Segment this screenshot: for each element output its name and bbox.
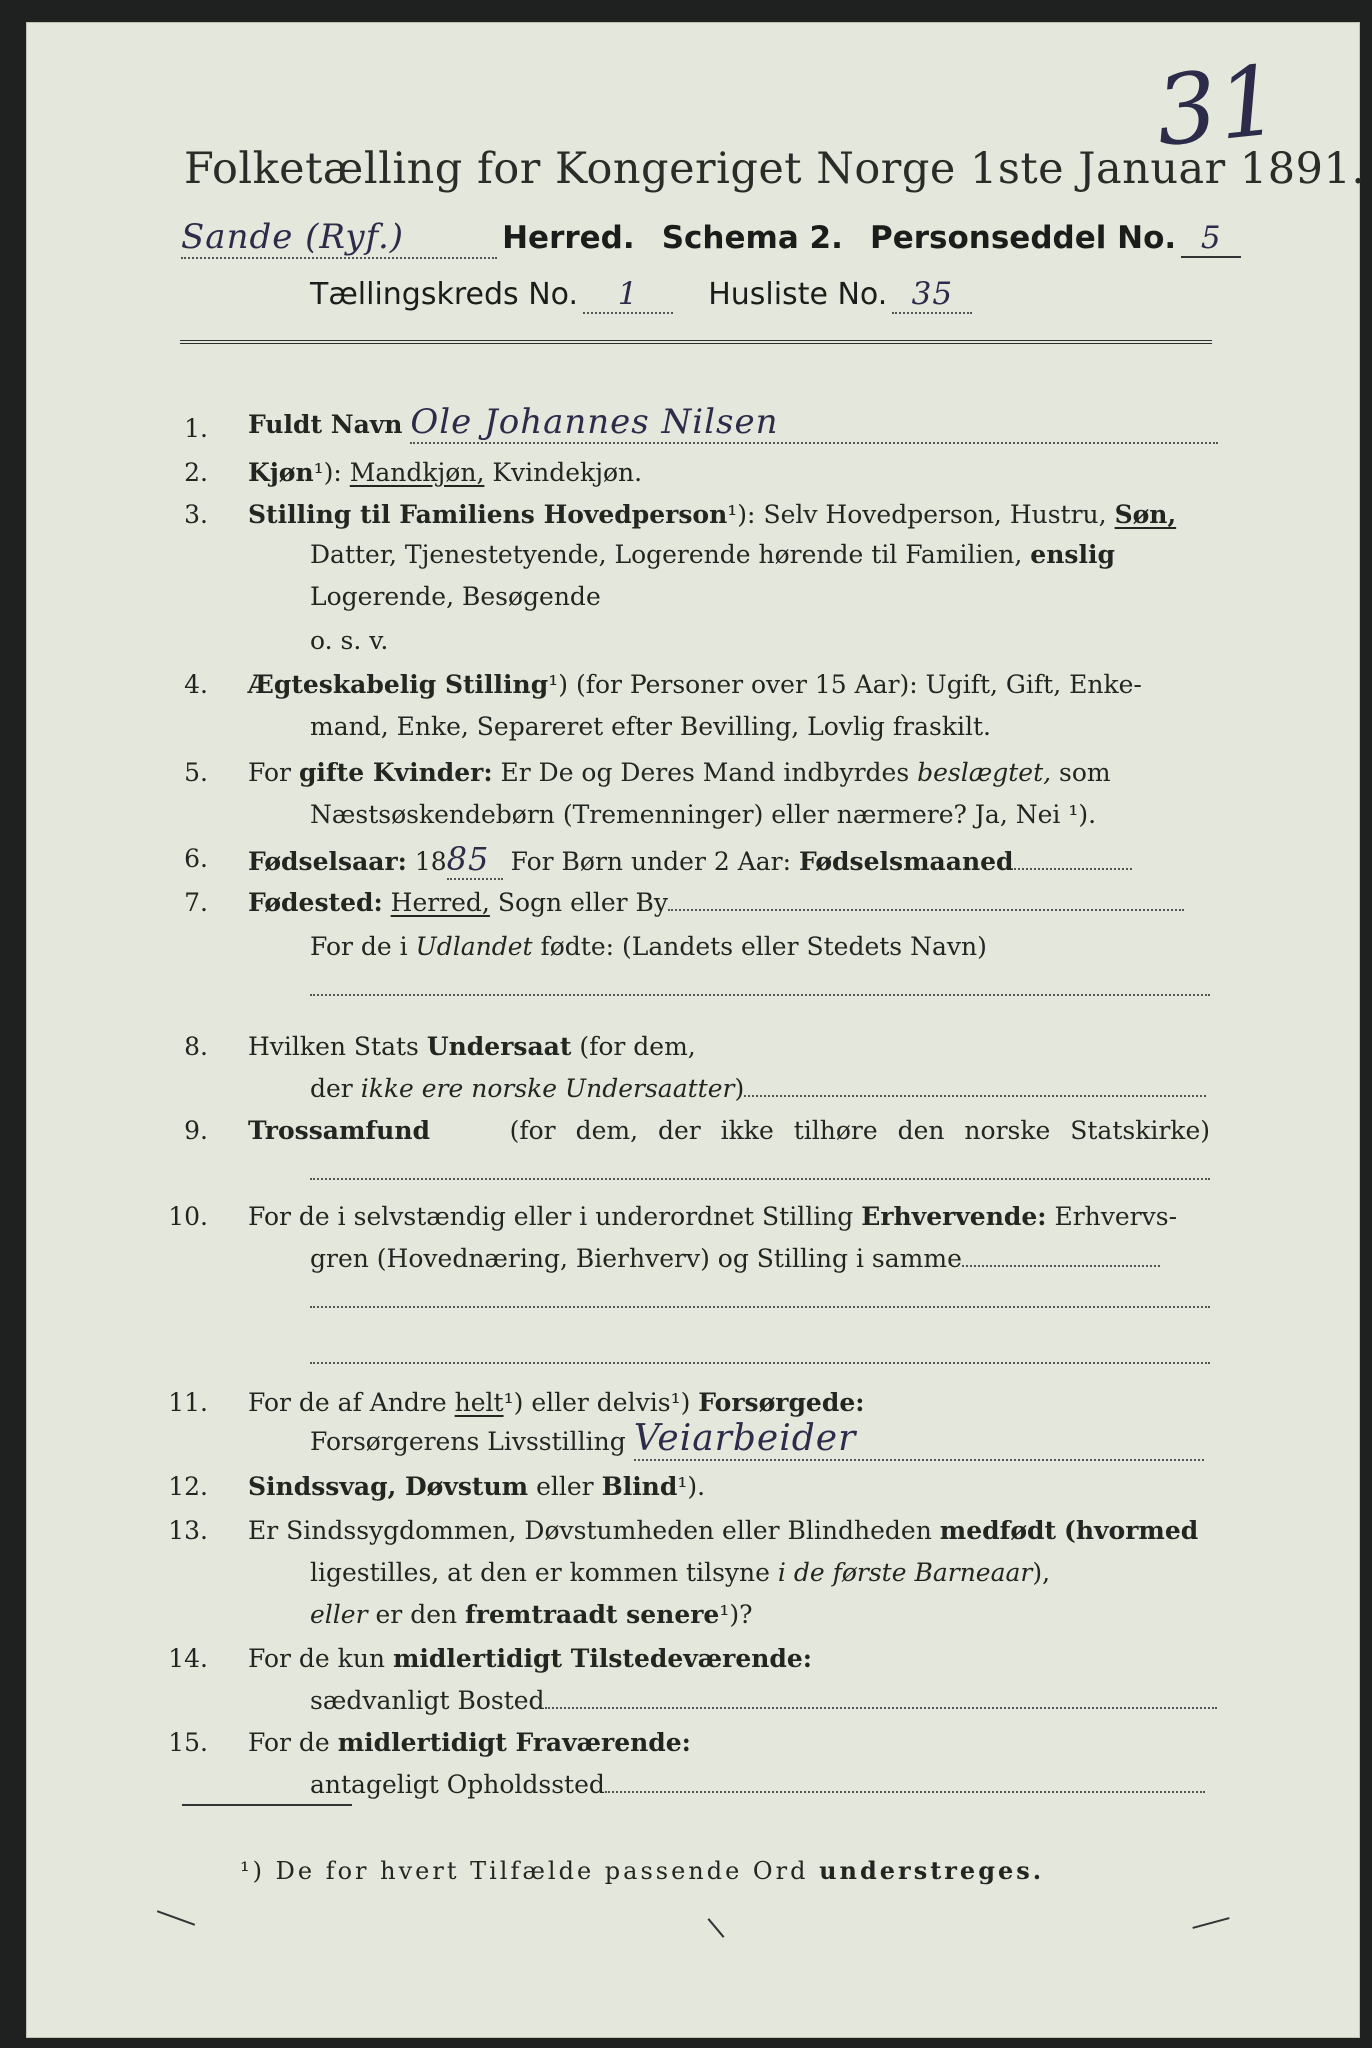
herred-value: Sande (Ryf.) (181, 217, 497, 259)
item-number: 4. (184, 670, 208, 699)
item-number: 14. (168, 1644, 208, 1673)
footnote-mark: ¹): (313, 458, 342, 487)
family-position-options-2: Datter, Tjenestetyende, Logerende hørende til Familien, (310, 540, 1023, 569)
family-position-label: Stilling til Familiens Hovedperson (248, 500, 728, 529)
item-number: 10. (168, 1202, 208, 1231)
footnote-bold: understreges. (819, 1856, 1045, 1885)
birthplace-abroad-blank (310, 994, 1210, 996)
footnote-mark: ¹) (670, 1388, 691, 1417)
married-women-som: som (1059, 758, 1111, 787)
supporter-occupation-label: Forsørgerens Livsstilling (310, 1427, 626, 1456)
item-temporarily-absent (248, 1728, 691, 1757)
item-full-name (248, 402, 1210, 444)
supported-helt: helt (454, 1388, 504, 1417)
item-number: 5. (184, 758, 208, 787)
item-marital-status (248, 670, 1142, 699)
item-number: 1. (184, 414, 208, 443)
item-family-position-line3: Logerende, Besøgende (310, 582, 601, 611)
citizenship-note: (for dem, (579, 1032, 696, 1061)
item-occupation-line2 (310, 1244, 1210, 1273)
birthplace-options: Sogn eller By (497, 888, 669, 917)
disability-label: Sindssvag, Døvstum (248, 1472, 529, 1501)
married-women-label: gifte Kvinder: (298, 758, 493, 787)
item-married-women (248, 758, 1111, 787)
item-family-position (248, 500, 1176, 529)
item-number: 15. (168, 1728, 208, 1757)
schema-label: Schema 2. (661, 220, 843, 256)
herred-label: Herred. (502, 220, 635, 256)
footnote-mark: ¹): (727, 500, 756, 529)
birthplace-blank (668, 909, 1184, 911)
congenital-later: fremtraadt senere (465, 1600, 720, 1629)
form-title: Folketælling for Kongeriget Norge 1ste Januar 1891. (184, 144, 1366, 194)
congenital-line2: ligestilles, at den er kommen tilsyne (310, 1558, 770, 1587)
congenital-question: Er Sindssygdommen, Døvstumheden eller Blindheden (248, 1516, 932, 1545)
kreds-value: 1 (583, 276, 673, 314)
full-name-label: Fuldt Navn (248, 410, 403, 439)
husliste-value: 35 (892, 276, 972, 314)
footnote-rule (182, 1804, 352, 1806)
item-number: 2. (184, 458, 208, 487)
item-number: 12. (168, 1472, 208, 1501)
item-occupation (248, 1202, 1177, 1231)
kreds-row (310, 276, 972, 314)
married-women-related: beslægtet, (917, 758, 1052, 787)
sex-option-female: Kvindekjøn. (492, 458, 643, 487)
footnote-mark: ¹). (677, 1472, 706, 1501)
sex-option-male: Mandkjøn, (349, 458, 485, 487)
congenital-label: medfødt (939, 1516, 1057, 1545)
usual-residence-blank (545, 1707, 1217, 1709)
sex-label: Kjøn (248, 458, 314, 487)
congenital-paren: ), (1032, 1558, 1051, 1587)
item-disability (248, 1472, 705, 1501)
footnote-mark: ¹) (240, 1857, 265, 1885)
temporarily-absent-prefix: For de (248, 1728, 330, 1757)
usual-residence-label: sædvanligt Bosted (310, 1686, 545, 1715)
supported-label: Forsørgede: (698, 1388, 865, 1417)
birthplace-abroad: Udlandet (415, 932, 533, 961)
item-birthplace-line2 (310, 932, 987, 961)
occupation-blank-1 (962, 1265, 1160, 1267)
disability-eller: eller (536, 1472, 594, 1501)
page-number: 31 (1150, 43, 1286, 169)
corner-mark (708, 1918, 725, 1938)
married-women-prefix: For (248, 758, 291, 787)
occupation-branch: gren (Hovednæring, Bierhverv) og Stilling i samme (310, 1244, 962, 1273)
birth-year-value: 85 (447, 840, 503, 880)
citizenship-paren: ) (734, 1074, 745, 1103)
birthplace-abroad-note: fødte: (Landets eller Stedets Navn) (540, 932, 987, 961)
husliste-label: Husliste No. (708, 277, 888, 312)
birth-year-label: Fødselsaar: (248, 847, 407, 876)
occupation-prefix: For de i selvstændig eller i underordnet Stilling (248, 1202, 854, 1231)
congenital-hvormed: (hvormed (1064, 1516, 1199, 1545)
item-number: 13. (168, 1516, 208, 1545)
herred-row (181, 217, 1241, 259)
item-marital-status-line2: mand, Enke, Separeret efter Bevilling, Lovlig fraskilt. (310, 712, 991, 741)
census-form-sheet (26, 22, 1366, 2038)
temporarily-present-prefix: For de kun (248, 1644, 386, 1673)
temporarily-absent-label: midlertidigt Fraværende: (337, 1728, 691, 1757)
kreds-label: Tællingskreds No. (310, 277, 578, 312)
personseddel-value: 5 (1181, 220, 1241, 258)
corner-mark (1192, 1917, 1229, 1929)
birthplace-herred: Herred, (390, 888, 490, 917)
citizenship-label: Undersaat (426, 1032, 572, 1061)
item-sex (248, 458, 642, 487)
citizenship-foreign: ikke ere norske Undersaatter (360, 1074, 735, 1103)
birthplace-abroad-prefix: For de i (310, 932, 408, 961)
item-number: 9. (184, 1116, 208, 1145)
birth-year-prefix: 18 (414, 847, 447, 876)
religion-note: (for dem, der ikke tilhøre den norske Statskirke) (509, 1116, 1210, 1145)
supported-prefix: For de af Andre (248, 1388, 447, 1417)
religion-blank (310, 1178, 1210, 1180)
item-citizenship-line2 (310, 1074, 1210, 1103)
item-family-position-line2 (310, 540, 1115, 569)
occupation-blank-2 (310, 1306, 1210, 1308)
marital-status-label: Ægteskabelig Stilling (248, 670, 549, 699)
header-rule (180, 340, 1212, 344)
item-family-position-line4: o. s. v. (310, 626, 389, 655)
footnote-mark: ¹) (548, 670, 568, 699)
item-supported (248, 1388, 864, 1417)
birthplace-label: Fødested: (248, 888, 383, 917)
corner-mark (157, 1910, 195, 1926)
probable-residence-blank (605, 1791, 1205, 1793)
birth-month-note: For Børn under 2 Aar: (510, 847, 792, 876)
family-position-enslig: enslig (1030, 540, 1115, 569)
item-supported-line2 (310, 1418, 1210, 1461)
footnote-mark: ¹)? (719, 1600, 753, 1629)
item-congenital (248, 1516, 1198, 1545)
probable-residence-label: antageligt Opholdssted (310, 1770, 605, 1799)
occupation-erhverv: Erhvervs- (1054, 1202, 1178, 1231)
personseddel-label: Personseddel No. (869, 220, 1177, 256)
supporter-occupation-value: Veiarbeider (634, 1418, 1204, 1461)
disability-blind: Blind (601, 1472, 678, 1501)
item-congenital-line3 (310, 1600, 753, 1629)
occupation-blank-3 (310, 1362, 1210, 1364)
footnote-mark: ¹) (503, 1388, 524, 1417)
item-married-women-line2: Næstsøskendebørn (Tremenninger) eller nærmere? Ja, Nei ¹). (310, 800, 1097, 829)
married-women-question: Er De og Deres Mand indbyrdes (500, 758, 910, 787)
family-position-son: Søn, (1114, 500, 1177, 529)
birth-month-label: Fødselsmaaned (799, 847, 1014, 876)
congenital-childhood: i de første Barneaar (777, 1558, 1033, 1587)
item-birth-year (248, 840, 1210, 880)
item-temporarily-present-line2 (310, 1686, 1210, 1715)
item-number: 11. (168, 1388, 208, 1417)
citizenship-prefix: Hvilken Stats (248, 1032, 419, 1061)
item-number: 7. (184, 888, 208, 917)
religion-label: Trossamfund (248, 1116, 431, 1145)
item-congenital-line2 (310, 1558, 1050, 1587)
citizenship-der: der (310, 1074, 353, 1103)
item-religion (248, 1116, 1210, 1145)
item-temporarily-present (248, 1644, 812, 1673)
item-citizenship (248, 1032, 696, 1061)
item-number: 8. (184, 1032, 208, 1061)
occupation-label: Erhvervende: (861, 1202, 1047, 1231)
footnote (240, 1856, 1044, 1885)
item-temporarily-absent-line2 (310, 1770, 1210, 1799)
congenital-eller: eller (310, 1600, 368, 1629)
footnote-text: De for hvert Tilfælde passende Ord (275, 1857, 809, 1885)
citizenship-blank (744, 1095, 1206, 1097)
supported-delvis: eller delvis (531, 1388, 671, 1417)
congenital-er-den: er den (375, 1600, 458, 1629)
item-number: 6. (184, 844, 208, 873)
full-name-value: Ole Johannes Nilsen (410, 402, 1218, 444)
marital-status-options: (for Personer over 15 Aar): Ugift, Gift, Enke- (575, 670, 1142, 699)
temporarily-present-label: midlertidigt Tilstedeværende: (392, 1644, 813, 1673)
item-number: 3. (184, 500, 208, 529)
birth-month-blank (1014, 868, 1132, 870)
item-birthplace (248, 888, 1184, 917)
family-position-options: Selv Hovedperson, Hustru, (763, 500, 1107, 529)
